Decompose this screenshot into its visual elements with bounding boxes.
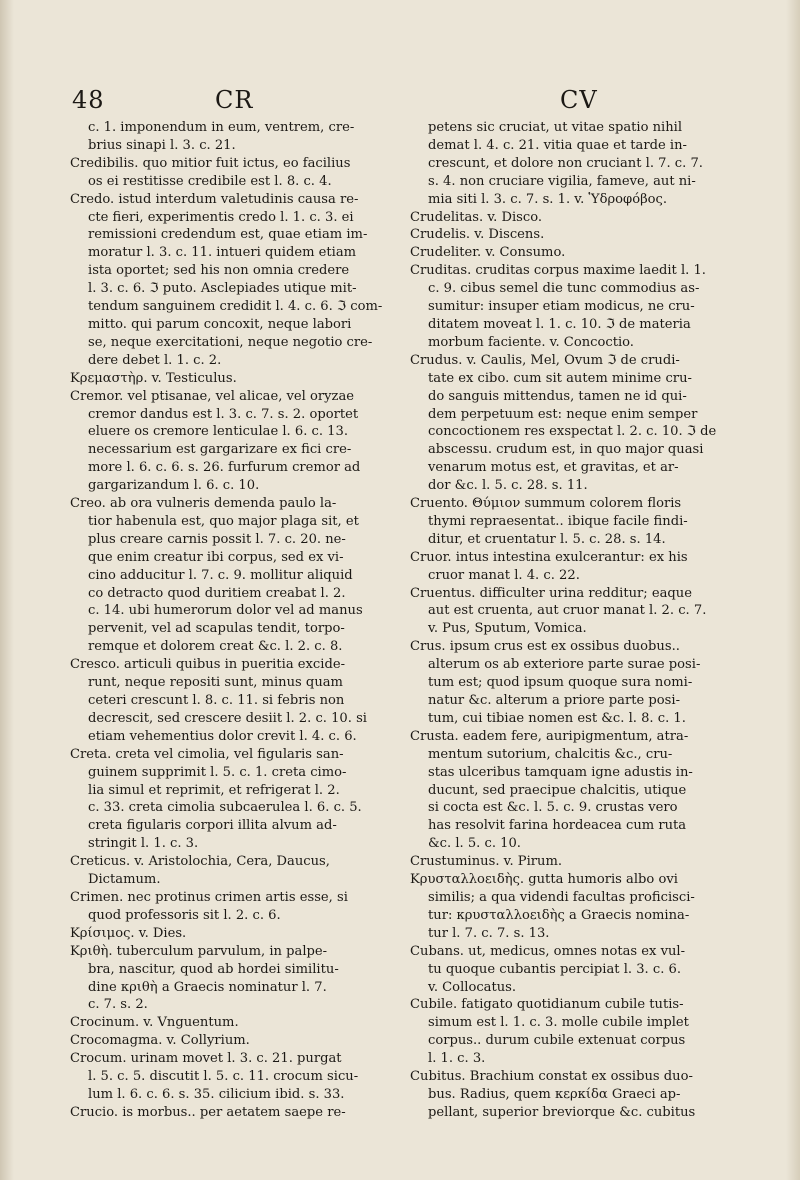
text-line: natur &c. alterum a priore parte posi- xyxy=(428,693,681,708)
text-line: guinem supprimit l. 5. c. 1. creta cimo- xyxy=(88,764,347,780)
text-line: tum, cui tibiae nomen est &c. l. 8. c. 1. xyxy=(428,710,686,726)
text-line: que enim creatur ibi corpus, sed ex vi- xyxy=(88,549,344,565)
text-line: &c. l. 5. c. 10. xyxy=(428,836,521,852)
text-line: decrescit, sed crescere desiit l. 2. c. 10. si xyxy=(88,710,367,726)
text-line: concoctionem res exspectat l. 2. c. 10. ℑ de xyxy=(428,424,717,440)
text-line: moratur l. 3. c. 11. intueri quidem etiam xyxy=(88,245,357,261)
text-line: stas ulceribus tamquam igne adustis in- xyxy=(428,764,693,780)
text-line: similis; a qua videndi facultas proficisci- xyxy=(428,889,695,905)
text-line: dor &c. l. 5. c. 28. s. 11. xyxy=(428,478,588,494)
text-line: abscessu. crudum est, in quo major quasi xyxy=(428,442,704,458)
text-line: c. 14. ubi humerorum dolor vel ad manus xyxy=(88,603,363,619)
text-line: corpus.. durum cubile extenuat corpus xyxy=(428,1033,686,1049)
text-line: mentum sutorium, chalcitis &c., cru- xyxy=(428,746,673,762)
text-line: ista oportet; sed his non omnia credere xyxy=(88,263,350,279)
text-line: necessarium est gargarizare ex fici cre- xyxy=(88,442,352,458)
text-line: ditur, et cruentatur l. 5. c. 28. s. 14. xyxy=(428,531,666,547)
text-line: has resolvit farina hordeacea cum ruta xyxy=(428,818,687,834)
text-line: remque et dolorem creat &c. l. 2. c. 8. xyxy=(88,639,343,655)
text-line: tum est; quod ipsum quoque sura nomi- xyxy=(428,675,693,691)
left-column xyxy=(70,119,388,1122)
text-line: Crucio. is morbus.. per aetatem saepe re- xyxy=(70,1104,346,1120)
running-head-right: CV xyxy=(560,86,598,114)
text-line: thymi repraesentat.. ibique facile findi- xyxy=(428,513,688,529)
right-column xyxy=(410,119,728,1122)
text-line: Crusta. eadem fere, auripigmentum, atra- xyxy=(410,728,689,744)
text-line: ditatem moveat l. 1. c. 10. ℑ de materia xyxy=(428,316,691,332)
text-line: dere debet l. 1. c. 2. xyxy=(88,352,222,368)
text-line: Crus. ipsum crus est ex ossibus duobus.. xyxy=(410,639,680,655)
text-line: c. 33. creta cimolia subcaerulea l. 6. c. 5. xyxy=(88,800,362,816)
text-line: demat l. 4. c. 21. vitia quae et tarde in- xyxy=(428,137,687,153)
page-number: 48 xyxy=(72,86,105,114)
text-line: venarum motus est, et gravitas, et ar- xyxy=(428,460,679,476)
text-line: sumitur: insuper etiam modicus, ne cru- xyxy=(428,299,695,315)
text-line: tior habenula est, quo major plaga sit, et xyxy=(88,513,359,529)
text-line: l. 3. c. 6. ℑ puto. Asclepiades utique mit- xyxy=(88,281,357,297)
text-line: v. Collocatus. xyxy=(428,979,517,995)
text-line: co detracto quod duritiem creabat l. 2. xyxy=(88,585,346,601)
text-line: Cruentus. difficulter urina redditur; eaque xyxy=(410,585,692,601)
text-line: etiam vehementius dolor crevit l. 4. c. 6. xyxy=(88,728,357,744)
text-line: s. 4. non cruciare vigilia, fameve, aut ni- xyxy=(428,173,696,189)
text-line: Creta. creta vel cimolia, vel figularis san- xyxy=(70,746,344,762)
text-line: Cruento. Θύμιον summum colorem floris xyxy=(410,496,682,512)
text-line: Κριθὴ. tuberculum parvulum, in palpe- xyxy=(70,943,328,959)
text-line: runt, neque repositi sunt, minus quam xyxy=(88,675,343,691)
text-line: tur: κρυσταλλοειδὴς a Graecis nomina- xyxy=(428,907,690,923)
text-line: dem perpetuum est: neque enim semper xyxy=(428,406,698,422)
text-line: Crustuminus. v. Pirum. xyxy=(410,854,563,870)
running-head-left: CR xyxy=(215,86,254,114)
text-line: remissioni credendum est, quae etiam im- xyxy=(88,227,368,243)
text-line: cruor manat l. 4. c. 22. xyxy=(428,567,580,583)
text-line: Creticus. v. Aristolochia, Cera, Daucus, xyxy=(70,854,330,870)
text-line: Creo. ab ora vulneris demenda paulo la- xyxy=(70,496,337,512)
text-line: quod professoris sit l. 2. c. 6. xyxy=(88,907,281,923)
page-edge-shadow-left xyxy=(0,0,14,1180)
text-line: Κρυσταλλοειδὴς. gutta humoris albo ovi xyxy=(410,872,678,888)
text-line: Cruditas. cruditas corpus maxime laedit l. 1. xyxy=(410,263,706,279)
text-line: morbum faciente. v. Concoctio. xyxy=(428,334,634,350)
text-line: Credo. istud interdum valetudinis causa re- xyxy=(70,191,359,207)
text-line: l. 1. c. 3. xyxy=(428,1051,486,1067)
text-line: crescunt, et dolore non cruciant l. 7. c. 7. xyxy=(428,155,703,171)
text-line: si cocta est &c. l. 5. c. 9. crustas vero xyxy=(428,800,678,816)
text-line: pellant, superior breviorque &c. cubitus xyxy=(428,1104,696,1120)
text-line: Κρίσιμος. v. Dies. xyxy=(70,925,187,941)
text-line: tate ex cibo. cum sit autem minime cru- xyxy=(428,370,692,386)
text-line: dine κριθὴ a Graecis nominatur l. 7. xyxy=(88,979,327,995)
text-line: mia siti l. 3. c. 7. s. 1. v. Ὑδροφόβος. xyxy=(428,191,668,207)
text-line: v. Pus, Sputum, Vomica. xyxy=(428,621,587,637)
text-line: os ei restitisse credibile est l. 8. c. 4. xyxy=(88,173,332,189)
text-line: tu quoque cubantis percipiat l. 3. c. 6. xyxy=(428,961,682,977)
text-line: petens sic cruciat, ut vitae spatio nihil xyxy=(428,120,683,135)
text-line: Crocinum. v. Vnguentum. xyxy=(70,1015,239,1031)
text-line: Crudus. v. Caulis, Mel, Ovum ℑ de crudi- xyxy=(410,352,680,368)
text-line: mitto. qui parum concoxit, neque labori xyxy=(88,316,352,332)
text-line: Cubile. fatigato quotidianum cubile tutis- xyxy=(410,997,684,1013)
text-line: stringit l. 1. c. 3. xyxy=(88,836,199,852)
text-line: c. 9. cibus semel die tunc commodius as- xyxy=(428,281,700,297)
text-line: brius sinapi l. 3. c. 21. xyxy=(88,137,236,153)
text-line: ducunt, sed praecipue chalcitis, utique xyxy=(428,782,687,798)
text-line: Crocomagma. v. Collyrium. xyxy=(70,1033,250,1049)
text-line: simum est l. 1. c. 3. molle cubile implet xyxy=(428,1015,689,1031)
text-line: Cubitus. Brachium constat ex ossibus duo- xyxy=(410,1069,693,1085)
page-edge-shadow-right xyxy=(786,0,800,1180)
text-line: plus creare carnis possit l. 7. c. 20. ne- xyxy=(88,531,346,547)
text-line: bra, nascitur, quod ab hordei similitu- xyxy=(88,961,339,977)
text-line: tur l. 7. c. 7. s. 13. xyxy=(428,925,550,941)
text-line: do sanguis mittendus, tamen ne id qui- xyxy=(428,388,687,404)
text-line: creta figularis corpori illita alvum ad- xyxy=(88,818,337,834)
text-line: tendum sanguinem credidit l. 4. c. 6. ℑ com- xyxy=(88,299,383,315)
text-line: Crudeliter. v. Consumo. xyxy=(410,245,566,261)
text-line: c. 1. imponendum in eum, ventrem, cre- xyxy=(88,120,355,135)
text-line: Cubans. ut, medicus, omnes notas ex vul- xyxy=(410,943,686,959)
text-line: gargarizandum l. 6. c. 10. xyxy=(88,478,260,494)
text-line: Credibilis. quo mitior fuit ictus, eo facilius xyxy=(70,155,351,171)
text-line: aut est cruenta, aut cruor manat l. 2. c. 7. xyxy=(428,603,707,619)
text-line: lia simul et reprimit, et refrigerat l. 2. xyxy=(88,782,340,798)
text-line: eluere os cremore lenticulae l. 6. c. 13. xyxy=(88,424,349,440)
text-line: bus. Radius, quem κερκίδα Graeci ap- xyxy=(428,1086,681,1102)
text-line: Cresco. articuli quibus in pueritia excide- xyxy=(70,657,345,673)
text-line: lum l. 6. c. 6. s. 35. cilicium ibid. s. 33. xyxy=(88,1086,345,1102)
text-line: Crimen. nec protinus crimen artis esse, si xyxy=(70,889,348,905)
text-line: Crocum. urinam movet l. 3. c. 21. purgat xyxy=(70,1051,342,1067)
text-line: Cremor. vel ptisanae, vel alicae, vel oryzae xyxy=(70,388,355,404)
text-line: Κρεμαστὴρ. v. Testiculus. xyxy=(70,370,237,386)
text-line: Dictamum. xyxy=(88,872,161,888)
text-line: Cruor. intus intestina exulcerantur: ex his xyxy=(410,549,688,565)
text-line: Crudelis. v. Discens. xyxy=(410,227,545,243)
text-line: pervenit, vel ad scapulas tendit, torpo- xyxy=(88,621,345,637)
text-line: l. 5. c. 5. discutit l. 5. c. 11. crocum sicu- xyxy=(88,1069,359,1085)
text-line: cino adducitur l. 7. c. 9. mollitur aliquid xyxy=(88,567,353,583)
text-line: c. 7. s. 2. xyxy=(88,997,148,1013)
text-line: se, neque exercitationi, neque negotio cre- xyxy=(88,334,373,350)
text-line: alterum os ab exteriore parte surae posi- xyxy=(428,657,701,673)
text-line: cremor dandus est l. 3. c. 7. s. 2. oportet xyxy=(88,406,359,422)
text-line: Crudelitas. v. Disco. xyxy=(410,209,543,225)
text-line: ceteri crescunt l. 8. c. 11. si febris non xyxy=(88,693,345,708)
text-line: cte fieri, experimentis credo l. 1. c. 3. ei xyxy=(88,209,354,225)
text-line: more l. 6. c. 6. s. 26. furfurum cremor ad xyxy=(88,460,361,476)
